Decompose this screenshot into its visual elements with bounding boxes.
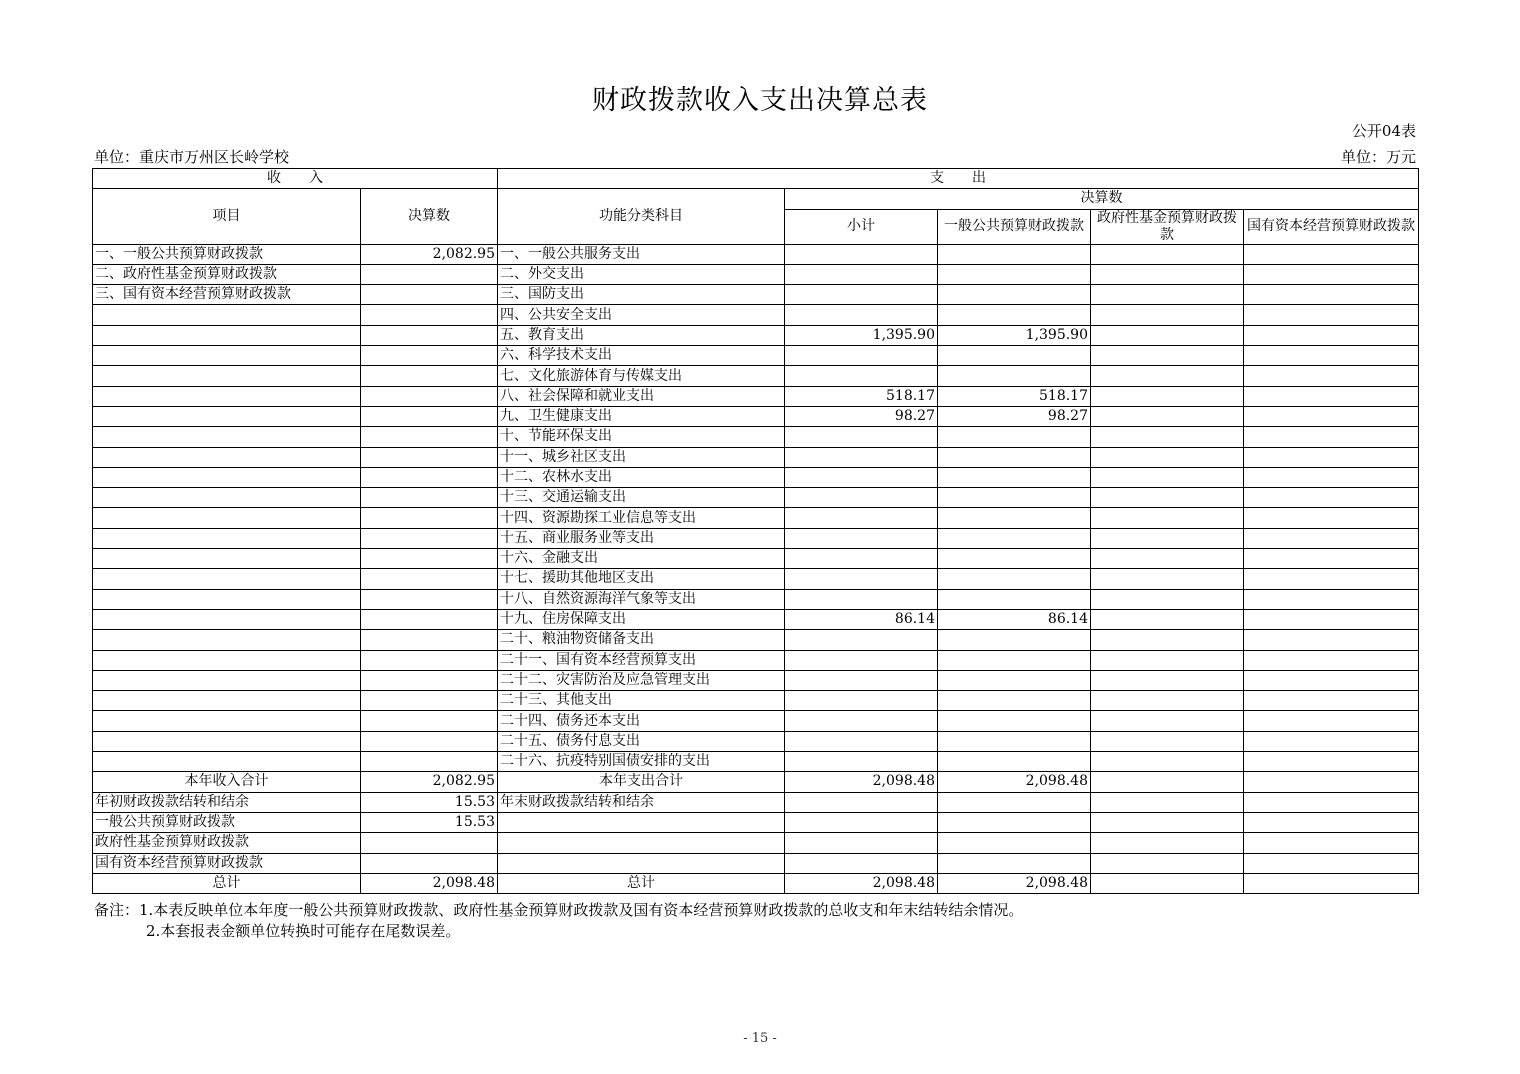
subtotal-value [785,528,938,548]
state-capital-value [1244,752,1419,772]
gov-fund-value [1091,366,1244,386]
income-amount: 2,082.95 [361,244,498,264]
income-item [93,346,361,366]
table-row [93,630,1419,650]
grand-total-subtotal: 2,098.48 [785,873,938,893]
income-amount [361,528,498,548]
state-capital-value [1244,691,1419,711]
income-amount [361,589,498,609]
col-state-capital-header: 国有资本经营预算财政拨款 [1244,209,1419,244]
subtotal-value [785,630,938,650]
income-amount [361,731,498,751]
gov-fund-value [1091,711,1244,731]
income-amount [361,488,498,508]
state-capital-value [1244,549,1419,569]
income-amount [361,752,498,772]
state-capital-value [1244,670,1419,690]
subtotal-value [785,589,938,609]
general-budget-value [938,589,1091,609]
state-capital-value [1244,244,1419,264]
income-item [93,731,361,751]
empty-cell [1091,792,1244,812]
state-capital-value [1244,346,1419,366]
function-category: 十六、金融支出 [498,549,785,569]
table-row [93,285,1419,305]
empty-cell [1244,772,1419,792]
income-item [93,467,361,487]
income-item [93,386,361,406]
subtotal-value [785,752,938,772]
subtotal-value: 86.14 [785,609,938,629]
gov-fund-value [1091,447,1244,467]
income-amount [361,305,498,325]
income-amount [361,508,498,528]
empty-cell [1091,853,1244,873]
subtotal-value [785,366,938,386]
carryover-begin-label: 年初财政拨款结转和结余 [93,792,361,812]
general-budget-value [938,528,1091,548]
general-budget-value: 98.27 [938,406,1091,426]
gov-fund-value [1091,264,1244,284]
table-row [93,467,1419,487]
function-category: 一、一般公共服务支出 [498,244,785,264]
general-budget-value [938,670,1091,690]
function-category: 八、社会保障和就业支出 [498,386,785,406]
empty-cell [938,853,1091,873]
gov-fund-value [1091,589,1244,609]
table-row [93,447,1419,467]
table-row [93,264,1419,284]
subtotal-value [785,691,938,711]
note-1: 备注：1.本表反映单位本年度一般公共预算财政拨款、政府性基金预算财政拨款及国有资本经营预算财政拨款的总收支和年末结转结余情况。 [94,901,1024,919]
note-2: 2.本套报表金额单位转换时可能存在尾数误差。 [146,922,461,940]
gov-fund-value [1091,467,1244,487]
year-income-total-label: 本年收入合计 [93,772,361,792]
function-category: 四、公共安全支出 [498,305,785,325]
income-amount [361,549,498,569]
subtotal-value [785,346,938,366]
gov-fund-value [1091,528,1244,548]
empty-cell [938,812,1091,832]
function-category: 五、教育支出 [498,325,785,345]
gov-fund-value [1091,569,1244,589]
year-expense-subtotal: 2,098.48 [785,772,938,792]
general-budget-value [938,752,1091,772]
state-capital-value [1244,427,1419,447]
general-budget-value [938,488,1091,508]
general-budget-value [938,630,1091,650]
page-title: 财政拨款收入支出决算总表 [592,85,928,116]
year-income-total-amount: 2,082.95 [361,772,498,792]
year-expense-general: 2,098.48 [938,772,1091,792]
col-item-header: 项目 [93,189,361,244]
table-row [93,691,1419,711]
empty-cell [785,833,938,853]
function-category: 十二、农林水支出 [498,467,785,487]
col-gov-fund-header: 政府性基金预算财政拨款 [1091,209,1244,244]
table-row [93,650,1419,670]
function-category: 二十四、债务还本支出 [498,711,785,731]
empty-cell [498,833,785,853]
function-category: 九、卫生健康支出 [498,406,785,426]
carryover-end-label: 年末财政拨款结转和结余 [498,792,785,812]
state-capital-value [1244,630,1419,650]
income-item: 三、国有资本经营预算财政拨款 [93,285,361,305]
gov-fund-value [1091,406,1244,426]
income-item [93,305,361,325]
year-expense-total-label: 本年支出合计 [498,772,785,792]
income-header: 收 入 [93,169,498,189]
state-capital-value [1244,406,1419,426]
income-item [93,589,361,609]
general-budget-value [938,427,1091,447]
col-general-budget-header: 一般公共预算财政拨款 [938,209,1091,244]
general-budget-value [938,549,1091,569]
state-capital-value [1244,508,1419,528]
general-budget-value [938,285,1091,305]
gov-fund-value [1091,325,1244,345]
gov-fund-value [1091,488,1244,508]
income-item: 二、政府性基金预算财政拨款 [93,264,361,284]
gov-fund-value [1091,670,1244,690]
table-row [93,812,1419,832]
expense-header: 支 出 [498,169,1419,189]
subtotal-value [785,731,938,751]
state-capital-value [1244,325,1419,345]
carryover-item-amount: 15.53 [361,812,498,832]
table-row [93,569,1419,589]
empty-cell [785,792,938,812]
general-budget-value [938,305,1091,325]
function-category: 十四、资源勘探工业信息等支出 [498,508,785,528]
form-code: 公开04表 [1351,122,1416,140]
state-capital-value [1244,264,1419,284]
carryover-begin-amount: 15.53 [361,792,498,812]
function-category: 二十、粮油物资储备支出 [498,630,785,650]
function-category: 二十三、其他支出 [498,691,785,711]
income-amount [361,366,498,386]
income-item [93,630,361,650]
empty-cell [1091,873,1244,893]
table-row [93,549,1419,569]
gov-fund-value [1091,427,1244,447]
empty-cell [1244,873,1419,893]
income-amount [361,386,498,406]
table-row [93,833,1419,853]
subtotal-value [785,264,938,284]
income-amount [361,569,498,589]
table-row [93,528,1419,548]
income-amount [361,711,498,731]
page-number: - 15 - [743,1031,777,1046]
state-capital-value [1244,731,1419,751]
income-item [93,366,361,386]
table-row [93,772,1419,792]
income-amount [361,346,498,366]
function-category: 十八、自然资源海洋气象等支出 [498,589,785,609]
table-row [93,853,1419,873]
gov-fund-value [1091,731,1244,751]
carryover-item-label: 一般公共预算财政拨款 [93,812,361,832]
subtotal-value [785,569,938,589]
gov-fund-value [1091,609,1244,629]
subtotal-value [785,670,938,690]
function-category: 十三、交通运输支出 [498,488,785,508]
function-category: 三、国防支出 [498,285,785,305]
subtotal-value [785,650,938,670]
general-budget-value [938,447,1091,467]
income-item [93,488,361,508]
function-category: 二十六、抗疫特别国债安排的支出 [498,752,785,772]
function-category: 六、科学技术支出 [498,346,785,366]
unit-currency: 单位：万元 [1340,148,1416,166]
table-row [93,589,1419,609]
subtotal-value [785,488,938,508]
gov-fund-value [1091,285,1244,305]
income-amount [361,650,498,670]
income-amount [361,264,498,284]
table-row [93,346,1419,366]
gov-fund-value [1091,630,1244,650]
empty-cell [498,853,785,873]
income-item [93,711,361,731]
grand-total-expense-label: 总计 [498,873,785,893]
gov-fund-value [1091,650,1244,670]
empty-cell [785,812,938,832]
state-capital-value [1244,488,1419,508]
function-category: 二十五、债务付息支出 [498,731,785,751]
unit-name: 单位：重庆市万州区长岭学校 [94,148,290,166]
subtotal-value [785,549,938,569]
subtotal-value [785,285,938,305]
general-budget-value: 86.14 [938,609,1091,629]
state-capital-value [1244,467,1419,487]
empty-cell [1091,772,1244,792]
general-budget-value [938,264,1091,284]
function-category: 十五、商业服务业等支出 [498,528,785,548]
state-capital-value [1244,650,1419,670]
table-row [93,752,1419,772]
income-item [93,447,361,467]
gov-fund-value [1091,549,1244,569]
grand-total-label: 总计 [93,873,361,893]
state-capital-value [1244,366,1419,386]
gov-fund-value [1091,508,1244,528]
empty-cell [938,833,1091,853]
income-amount [361,406,498,426]
general-budget-value [938,508,1091,528]
empty-cell [938,792,1091,812]
final-amount-group-header: 决算数 [785,189,1419,209]
function-category: 十七、援助其他地区支出 [498,569,785,589]
income-amount [361,467,498,487]
notes [94,900,1023,942]
subtotal-value: 1,395.90 [785,325,938,345]
empty-cell [1091,833,1244,853]
income-item [93,325,361,345]
gov-fund-value [1091,691,1244,711]
table-row [93,406,1419,426]
subtotal-value [785,447,938,467]
gov-fund-value [1091,346,1244,366]
carryover-item-amount [361,853,498,873]
table-row [93,792,1419,812]
income-item: 一、一般公共预算财政拨款 [93,244,361,264]
function-category: 七、文化旅游体育与传媒支出 [498,366,785,386]
table-row [93,366,1419,386]
table-row [93,244,1419,264]
col-function-header: 功能分类科目 [498,189,785,244]
function-category: 十、节能环保支出 [498,427,785,447]
grand-total-amount: 2,098.48 [361,873,498,893]
income-item [93,406,361,426]
income-item [93,752,361,772]
state-capital-value [1244,386,1419,406]
table-row [93,305,1419,325]
general-budget-value [938,467,1091,487]
empty-cell [1244,792,1419,812]
table-row [93,488,1419,508]
income-item [93,691,361,711]
table-row [93,427,1419,447]
empty-cell [1244,812,1419,832]
table-row [93,508,1419,528]
general-budget-value [938,711,1091,731]
income-item [93,549,361,569]
subtotal-value [785,305,938,325]
income-item [93,670,361,690]
function-category: 十九、住房保障支出 [498,609,785,629]
subtotal-value [785,427,938,447]
state-capital-value [1244,528,1419,548]
gov-fund-value [1091,244,1244,264]
state-capital-value [1244,589,1419,609]
subtotal-value [785,711,938,731]
income-amount [361,609,498,629]
carryover-item-amount [361,833,498,853]
function-category: 二、外交支出 [498,264,785,284]
table-row [93,325,1419,345]
subtotal-value: 518.17 [785,386,938,406]
empty-cell [1091,812,1244,832]
income-amount [361,325,498,345]
income-amount [361,691,498,711]
function-category: 二十二、灾害防治及应急管理支出 [498,670,785,690]
gov-fund-value [1091,752,1244,772]
empty-cell [785,853,938,873]
general-budget-value [938,731,1091,751]
col-subtotal-header: 小计 [785,209,938,244]
gov-fund-value [1091,305,1244,325]
state-capital-value [1244,569,1419,589]
fiscal-summary-table [92,168,1419,894]
subtotal-value: 98.27 [785,406,938,426]
general-budget-value: 518.17 [938,386,1091,406]
carryover-item-label: 国有资本经营预算财政拨款 [93,853,361,873]
subtotal-value [785,508,938,528]
subtotal-value [785,244,938,264]
general-budget-value [938,366,1091,386]
function-category: 十一、城乡社区支出 [498,447,785,467]
table-row [93,670,1419,690]
empty-cell [498,812,785,832]
income-item [93,609,361,629]
income-amount [361,285,498,305]
income-amount [361,670,498,690]
state-capital-value [1244,447,1419,467]
table-row [93,873,1419,893]
income-amount [361,630,498,650]
state-capital-value [1244,285,1419,305]
income-amount [361,447,498,467]
table-row [93,386,1419,406]
grand-total-general: 2,098.48 [938,873,1091,893]
state-capital-value [1244,305,1419,325]
table-row [93,711,1419,731]
carryover-item-label: 政府性基金预算财政拨款 [93,833,361,853]
empty-cell [1244,853,1419,873]
gov-fund-value [1091,386,1244,406]
state-capital-value [1244,711,1419,731]
income-item [93,528,361,548]
function-category: 二十一、国有资本经营预算支出 [498,650,785,670]
income-item [93,650,361,670]
general-budget-value [938,650,1091,670]
table-row [93,731,1419,751]
income-item [93,569,361,589]
general-budget-value [938,691,1091,711]
subtotal-value [785,467,938,487]
general-budget-value [938,346,1091,366]
general-budget-value: 1,395.90 [938,325,1091,345]
income-item [93,427,361,447]
state-capital-value [1244,609,1419,629]
table-row [93,609,1419,629]
income-amount [361,427,498,447]
general-budget-value [938,244,1091,264]
general-budget-value [938,569,1091,589]
empty-cell [1244,833,1419,853]
income-item [93,508,361,528]
col-amount-header: 决算数 [361,189,498,244]
